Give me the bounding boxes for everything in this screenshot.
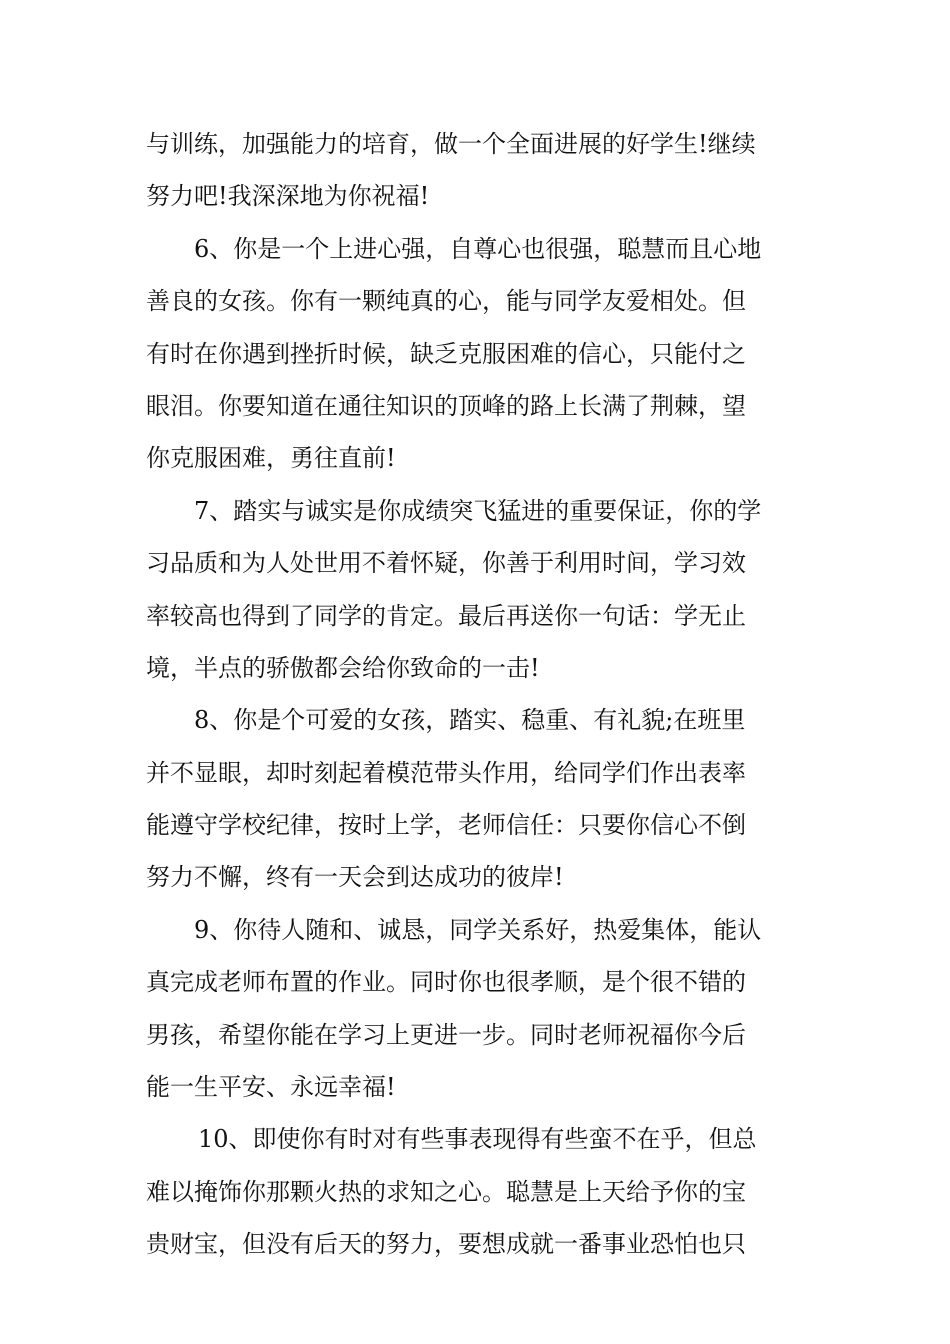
text-line: 能一生平安、永远幸福! [146, 1073, 396, 1102]
text-line: 与训练，加强能力的培育，做一个全面进展的好学生!继续 [146, 130, 756, 158]
text-line: 善良的女孩。你有一颗纯真的心，能与同学友爱相处。但 [146, 287, 746, 316]
document-body [146, 118, 808, 1271]
paragraph-start-line: 6、你是一个上进心强，自尊心也很强，聪慧而且心地 [194, 234, 762, 263]
text-line: 男孩，希望你能在学习上更进一步。同时老师祝福你今后 [146, 1020, 746, 1049]
text-line: 贵财宝，但没有后天的努力，要想成就一番事业恐怕也只 [146, 1230, 746, 1259]
text-line: 努力不懈，终有一天会到达成功的彼岸! [146, 863, 564, 892]
text-line: 并不显眼，却时刻起着模范带头作用，给同学们作出表率 [146, 758, 746, 787]
text-line: 难以掩饰你那颗火热的求知之心。聪慧是上天给予你的宝 [146, 1177, 746, 1206]
paragraph-start-line: 10、即使你有时对有些事表现得有些蛮不在乎，但总 [198, 1125, 757, 1154]
paragraph-start-line: 9、你待人随和、诚恳，同学关系好，热爱集体，能认 [194, 915, 762, 944]
text-line: 境，半点的骄傲都会给你致命的一击! [146, 653, 540, 682]
text-line: 眼泪。你要知道在通往知识的顶峰的路上长满了荆棘，望 [146, 391, 746, 420]
paragraph-start-line: 8、你是个可爱的女孩，踏实、稳重、有礼貌;在班里 [194, 706, 746, 735]
text-line: 有时在你遇到挫折时候，缺乏克服困难的信心，只能付之 [146, 339, 746, 368]
text-line: 习品质和为人处世用不着怀疑，你善于利用时间，学习效 [146, 549, 746, 578]
text-line: 率较高也得到了同学的肯定。最后再送你一句话：学无止 [146, 601, 746, 630]
paragraph-start-line: 7、踏实与诚实是你成绩突飞猛进的重要保证，你的学 [194, 496, 762, 525]
text-line: 能遵守学校纪律，按时上学，老师信任：只要你信心不倒 [146, 811, 746, 840]
text-line: 你克服困难，勇往直前! [146, 444, 396, 473]
text-line: 努力吧!我深深地为你祝福! [146, 182, 430, 211]
text-line: 真完成老师布置的作业。同时你也很孝顺，是个很不错的 [146, 968, 746, 997]
